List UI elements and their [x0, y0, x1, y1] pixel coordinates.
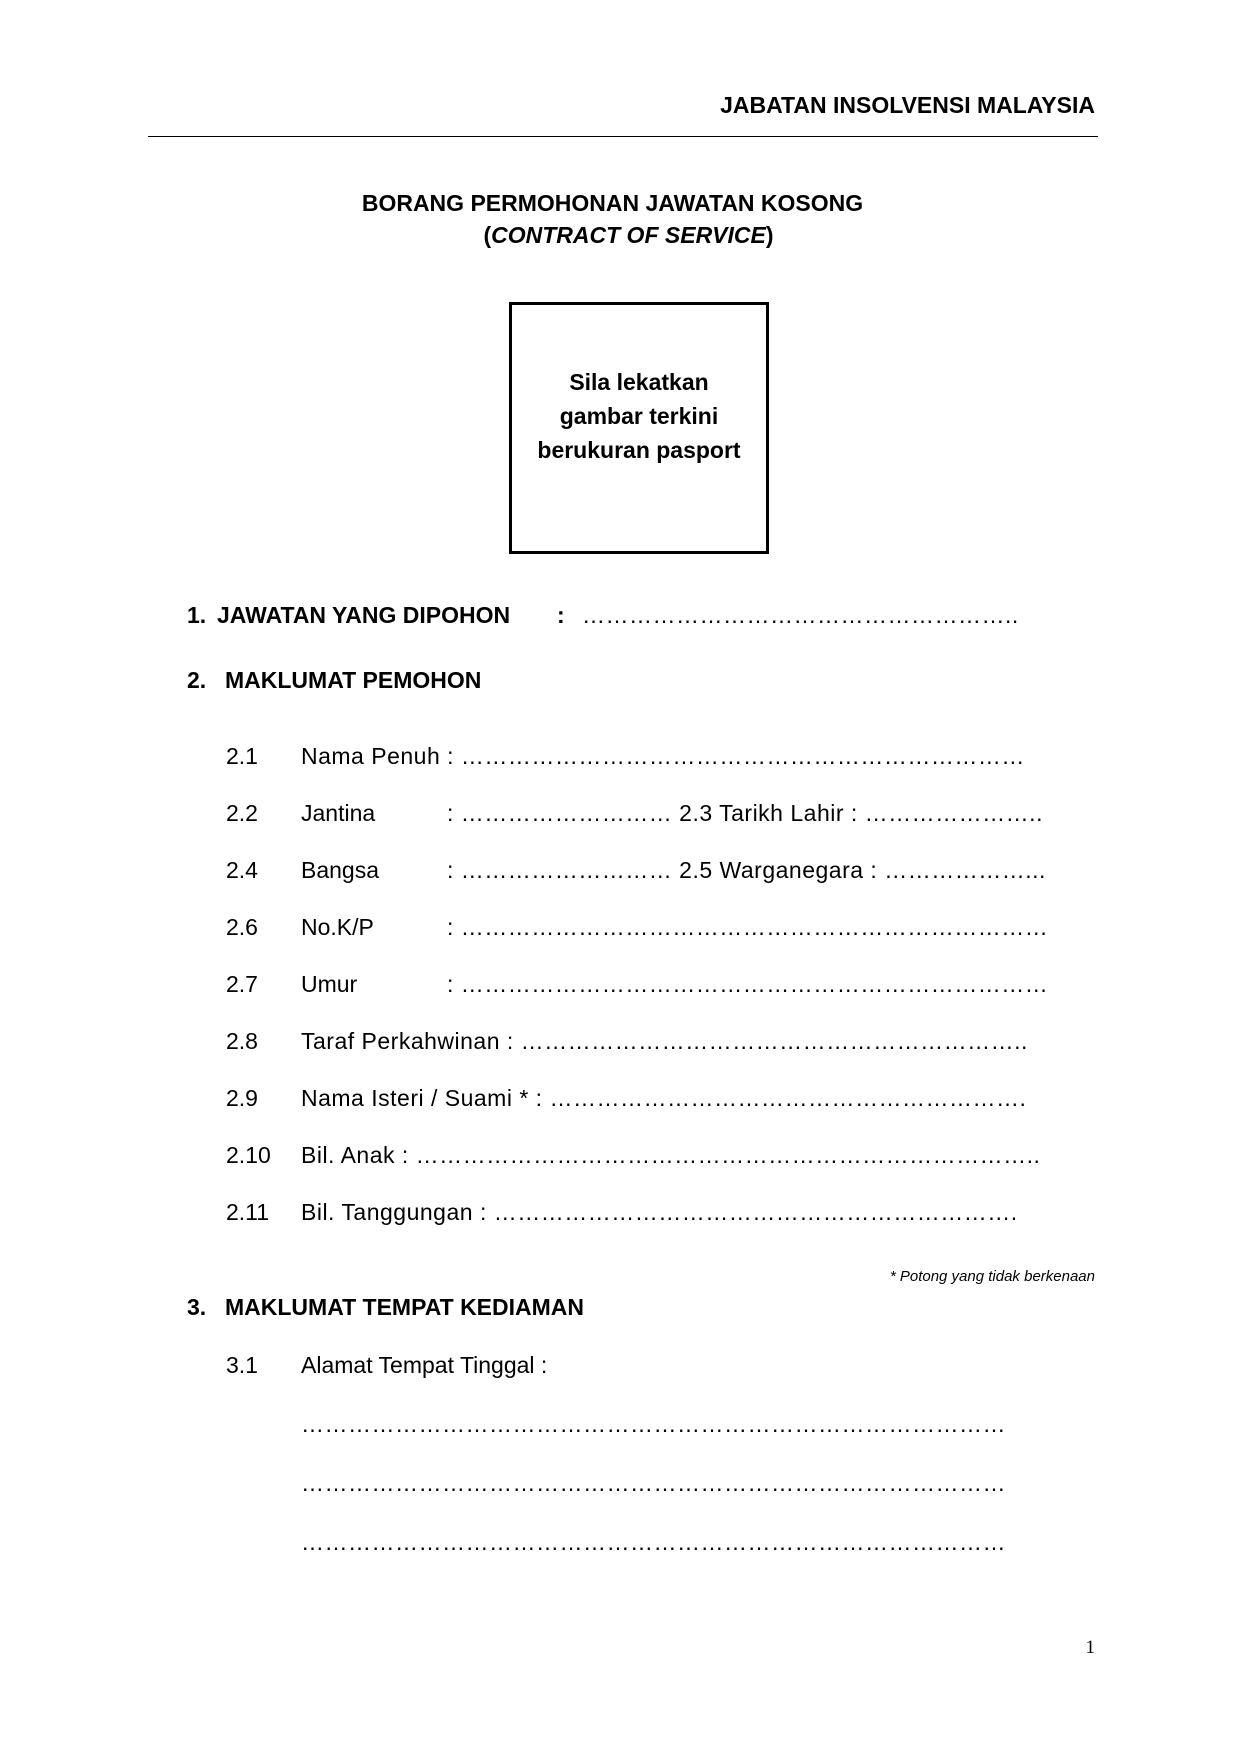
- item-2-4-label: Bangsa: [301, 857, 380, 883]
- header-divider: [148, 136, 1098, 137]
- item-2-7-umur-field[interactable]: : …………………………………………………………………: [447, 971, 1049, 997]
- subtitle-contract-text: CONTRACT OF SERVICE: [491, 222, 766, 248]
- item-2-1-number: 2.1: [226, 743, 258, 769]
- photo-instruction-line3: berukuran pasport: [537, 437, 741, 463]
- section1-colon: :: [557, 602, 565, 628]
- section1-input-line[interactable]: ………………………………………………..: [582, 602, 1019, 628]
- section3-number: 3.: [187, 1294, 207, 1320]
- header-organization: JABATAN INSOLVENSI MALAYSIA: [720, 92, 1095, 118]
- item-2-1-nama-penuh[interactable]: Nama Penuh : ………………………………………………………………: [301, 743, 1025, 769]
- item-2-2-number: 2.2: [226, 800, 258, 826]
- item-2-10-bil-anak[interactable]: Bil. Anak : ……………………………………………………………………..: [301, 1142, 1041, 1168]
- item-2-9-number: 2.9: [226, 1085, 258, 1111]
- section1-number: 1.: [187, 602, 207, 628]
- item-2-8-number: 2.8: [226, 1028, 258, 1054]
- photo-instruction-line1: Sila lekatkan: [569, 369, 709, 395]
- item-2-7-number: 2.7: [226, 971, 258, 997]
- page-number: 1: [1085, 1637, 1095, 1658]
- subtitle-open-paren: (: [483, 222, 492, 248]
- item-2-2-label: Jantina: [301, 800, 376, 826]
- section2-label: MAKLUMAT PEMOHON: [225, 667, 482, 693]
- item-2-6-label: No.K/P: [301, 914, 374, 940]
- item-2-11-bil-tanggungan[interactable]: Bil. Tanggungan : ………………………………………………………….: [301, 1199, 1018, 1225]
- item-2-4-number: 2.4: [226, 857, 258, 883]
- section2-number: 2.: [187, 667, 207, 693]
- footnote-potong: * Potong yang tidak berkenaan: [889, 1268, 1095, 1285]
- passport-photo-box[interactable]: [509, 302, 769, 554]
- item-2-2-jantina-field[interactable]: : ……………………… 2.3 Tarikh Lahir : …………………..: [447, 800, 1043, 826]
- item-2-7-label: Umur: [301, 971, 358, 997]
- item-2-10-number: 2.10: [226, 1142, 271, 1168]
- item-2-11-number: 2.11: [226, 1199, 270, 1225]
- item-2-6-number: 2.6: [226, 914, 258, 940]
- subtitle-close-paren: ): [765, 222, 774, 248]
- item-2-6-nokp-field[interactable]: : …………………………………………………………………: [447, 914, 1049, 940]
- section1-label: JAWATAN YANG DIPOHON: [217, 602, 511, 628]
- photo-instruction-line2: gambar terkini: [559, 403, 719, 429]
- item-2-9-nama-isteri-suami[interactable]: Nama Isteri / Suami * : …………………………………………………….: [301, 1085, 1027, 1111]
- item-3-1-number: 3.1: [226, 1352, 258, 1378]
- item-2-4-bangsa-field[interactable]: : ……………………… 2.5 Warganegara : ………………...: [447, 857, 1046, 883]
- address-line-3[interactable]: ………………………………………………………………………………: [301, 1529, 1006, 1555]
- item-3-1-label: Alamat Tempat Tinggal :: [301, 1352, 548, 1378]
- address-line-1[interactable]: ………………………………………………………………………………: [301, 1411, 1006, 1437]
- photo-instruction: [524, 365, 754, 467]
- section3-label: MAKLUMAT TEMPAT KEDIAMAN: [225, 1294, 585, 1320]
- form-subtitle: [8, 222, 1241, 249]
- form-title: BORANG PERMOHONAN JAWATAN KOSONG: [361, 190, 864, 216]
- item-2-8-taraf-perkahwinan[interactable]: Taraf Perkahwinan : ………………………………………………………..: [301, 1028, 1028, 1054]
- address-line-2[interactable]: ………………………………………………………………………………: [301, 1470, 1006, 1496]
